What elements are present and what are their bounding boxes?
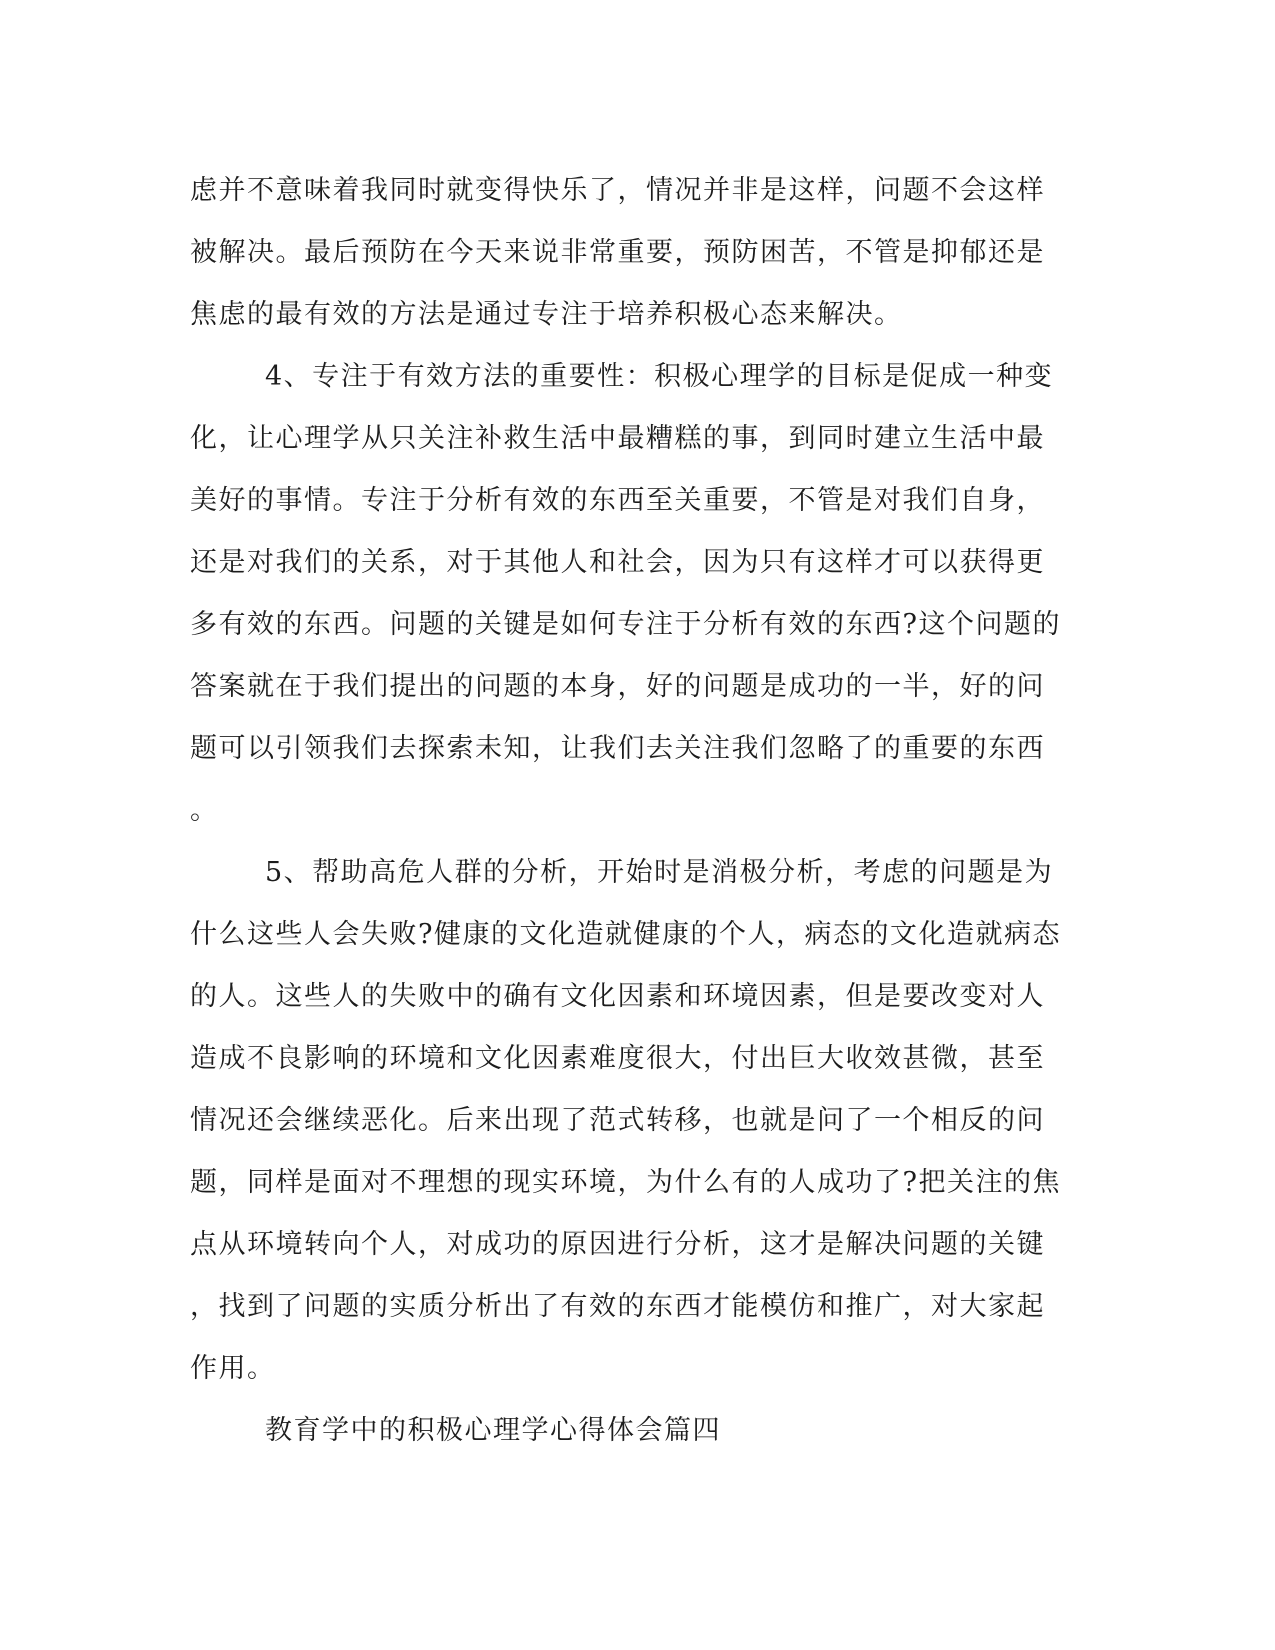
text-line: 虑并不意味着我同时就变得快乐了，情况并非是这样，问题不会这样 xyxy=(190,175,1045,206)
section-heading xyxy=(190,1400,1090,1462)
text-line: 化，让心理学从只关注补救生活中最糟糕的事，到同时建立生活中最 xyxy=(190,423,1045,454)
text-line: 情况还会继续恶化。后来出现了范式转移，也就是问了一个相反的问 xyxy=(190,1105,1045,1136)
text-line: 造成不良影响的环境和文化因素难度很大，付出巨大收效甚微，甚至 xyxy=(190,1043,1045,1074)
paragraph-continuation xyxy=(190,160,1090,346)
heading-text: 教育学中的积极心理学心得体会篇四 xyxy=(265,1415,721,1446)
text-line: 题可以引领我们去探索未知，让我们去关注我们忽略了的重要的东西 xyxy=(190,733,1045,764)
text-line: 焦虑的最有效的方法是通过专注于培养积极心态来解决。 xyxy=(190,299,903,330)
document-body xyxy=(190,160,1090,1462)
paragraph-4 xyxy=(190,346,1090,842)
text-line: 美好的事情。专注于分析有效的东西至关重要，不管是对我们自身， xyxy=(190,485,1045,516)
text-line: 什么这些人会失败?健康的文化造就健康的个人，病态的文化造就病态 xyxy=(190,919,1061,950)
text-line: 答案就在于我们提出的问题的本身，好的问题是成功的一半，好的问 xyxy=(190,671,1045,702)
paragraph-5 xyxy=(190,842,1090,1400)
text-line: 。 xyxy=(190,795,219,826)
text-line: 还是对我们的关系，对于其他人和社会，因为只有这样才可以获得更 xyxy=(190,547,1045,578)
text-line: 5、帮助高危人群的分析，开始时是消极分析，考虑的问题是为 xyxy=(265,857,1054,888)
text-line: 多有效的东西。问题的关键是如何专注于分析有效的东西?这个问题的 xyxy=(190,609,1061,640)
text-line: 被解决。最后预防在今天来说非常重要，预防困苦，不管是抑郁还是 xyxy=(190,237,1045,268)
text-line: 点从环境转向个人，对成功的原因进行分析，这才是解决问题的关键 xyxy=(190,1229,1045,1260)
text-line: 的人。这些人的失败中的确有文化因素和环境因素，但是要改变对人 xyxy=(190,981,1045,1012)
text-line: ，找到了问题的实质分析出了有效的东西才能模仿和推广，对大家起 xyxy=(190,1291,1045,1322)
text-line: 4、专注于有效方法的重要性：积极心理学的目标是促成一种变 xyxy=(265,361,1054,392)
text-line: 作用。 xyxy=(190,1353,276,1384)
text-line: 题，同样是面对不理想的现实环境，为什么有的人成功了?把关注的焦 xyxy=(190,1167,1061,1198)
